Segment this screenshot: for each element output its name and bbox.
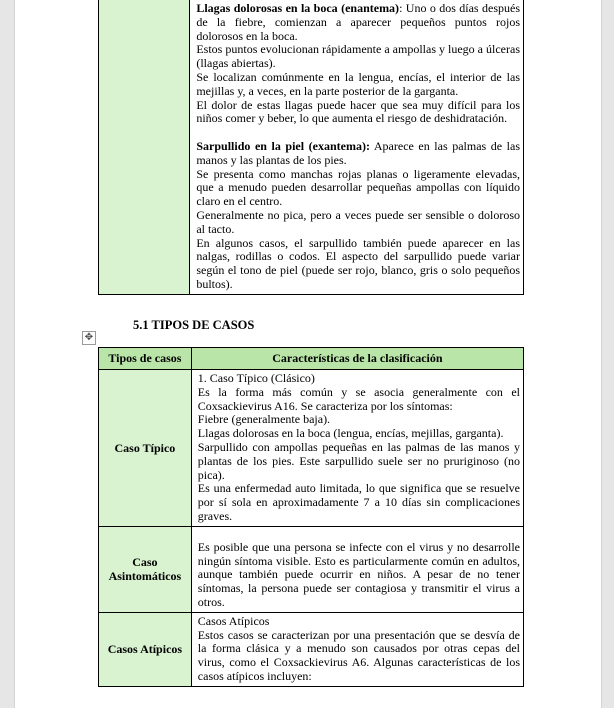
table-row: [99, 526, 524, 612]
enantema-line: El dolor de estas llagas puede hacer que sea muy difícil para los niños comer y beber, lo que aumenta el riesgo de deshidratación.: [196, 97, 520, 126]
section-title: 5.1 TIPOS DE CASOS: [133, 318, 255, 332]
column-header: Características de la clasificación: [191, 348, 523, 370]
document-page: [14, 0, 602, 708]
description-line: Es posible que una persona se infecte con el virus y no desarrolle ningún síntoma visible. Esto es particularmente común en adultos, aunque también puede ocurrir en niños. A pesar de no tener síntomas, la persona puede ser contagiosa y transmitir el virus a otros.: [197, 539, 520, 609]
column-header: Tipos de casos: [99, 348, 192, 370]
description-line: Llagas dolorosas en la boca (lengua, encías, mejillas, garganta).: [197, 426, 504, 441]
exantema-paragraph: [196, 140, 520, 168]
case-type-description[interactable]: [191, 526, 523, 612]
symptoms-cell[interactable]: [190, 0, 524, 294]
description-line: 1. Caso Típico (Clásico): [197, 371, 315, 385]
description-line: Es la forma más común y se asocia generalmente con el Coxsackievirus A16. Se caracteriza por los síntomas:: [197, 384, 520, 413]
case-types-table: [98, 347, 524, 687]
symptoms-table: [98, 0, 524, 295]
enantema-heading: Llagas dolorosas en la boca (enantema): [196, 1, 400, 15]
case-type-description[interactable]: [191, 370, 523, 527]
table-row: [99, 612, 524, 686]
enantema-line: Se localizan comúnmente en la lengua, encías, el interior de las mejillas y, a veces, en la parte posterior de la garganta.: [196, 69, 520, 98]
description-line: Estos casos se caracterizan por una presentación que se desvía de la forma clásica y a menudo son causados por otras cepas del virus, como el Coxsackievirus A6. Algunas características de los casos atípicos incluyen:: [197, 627, 520, 683]
table-row: [99, 370, 524, 527]
case-type-label[interactable]: Casos Atípicos: [99, 612, 192, 686]
case-type-label[interactable]: Caso Asintomáticos: [99, 526, 192, 612]
description-line: Sarpullido con ampollas pequeñas en las palmas de las manos y plantas de los pies. Este sarpullido suele ser no pruriginoso (no pica).: [197, 439, 520, 482]
description-line: Casos Atípicos: [197, 613, 270, 628]
exantema-line: En algunos casos, el sarpullido también puede aparecer en las nalgas, rodillas o codos. El aspecto del sarpullido puede variar según el tono de piel (puede ser rojo, blanco, gris o solo pequeños bultos).: [196, 235, 520, 291]
header-row: [99, 348, 524, 370]
case-type-label[interactable]: Caso Típico: [99, 370, 192, 527]
exantema-line: Generalmente no pica, pero a veces puede ser sensible o doloroso al tacto.: [196, 207, 520, 236]
description-line: Fiebre (generalmente baja).: [197, 412, 331, 427]
case-type-description[interactable]: [191, 612, 523, 686]
exantema-intro: Aparece en las palmas de las manos y las plantas de los pies.: [196, 138, 520, 167]
label-cell: [99, 0, 190, 294]
table-move-handle-icon[interactable]: ✥: [82, 331, 96, 345]
exantema-line: Se presenta como manchas rojas planas o ligeramente elevadas, que a menudo pueden desarrollar pequeñas ampollas con líquido claro en el centro.: [196, 166, 520, 209]
enantema-intro: : Uno o dos días después de la fiebre, comienzan a aparecer pequeños puntos rojos dolorosos en la boca.: [196, 1, 520, 43]
blank-line: [196, 126, 520, 140]
description-line: Es una enfermedad auto limitada, lo que significa que se resuelve por sí sola en aproximadamente 7 a 10 días sin complicaciones graves.: [197, 481, 520, 523]
exantema-heading: Sarpullido en la piel (exantema):: [196, 138, 370, 153]
enantema-paragraph: [196, 2, 520, 43]
enantema-line: Estos puntos evolucionan rápidamente a ampollas y luego a úlceras (llagas abiertas).: [196, 42, 520, 71]
table-row: [99, 0, 524, 294]
